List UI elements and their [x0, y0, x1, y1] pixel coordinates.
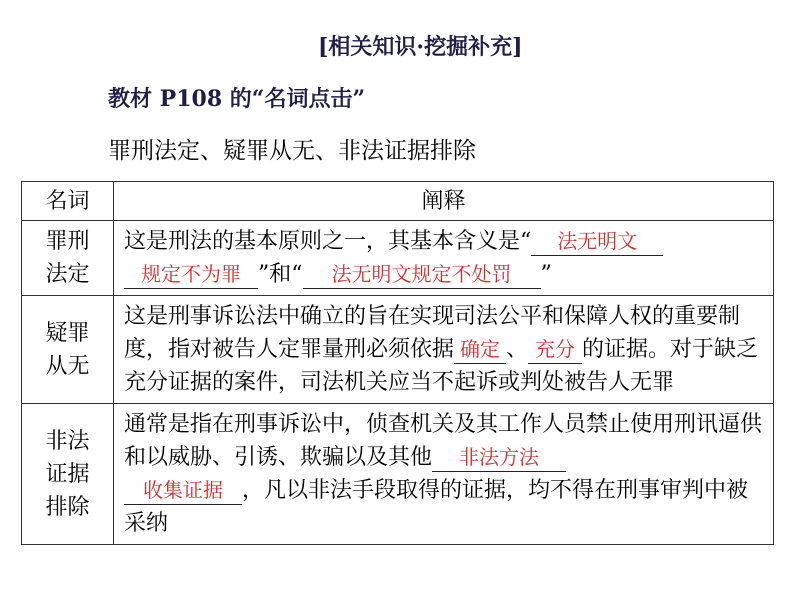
term-line: 罪刑: [45, 229, 90, 254]
answer-blank: 确定: [454, 335, 506, 364]
term-line: 证据: [45, 461, 90, 487]
answer-blank: 收集证据: [124, 476, 242, 505]
answer-blank: 法无明文规定不处罚: [303, 260, 541, 289]
explanation-text: 的证据。对于缺乏充分证据的案件，司法机关应当不起诉或判处被告人无罪: [124, 337, 759, 395]
explanation-cell: [114, 296, 774, 404]
term-line: 非法: [45, 428, 90, 454]
table-row: [22, 296, 774, 404]
subtitle: 教材 P108 的“名词点击”: [108, 86, 366, 112]
explanation-text: ”和“: [258, 262, 303, 287]
explanation-text: ，凡以非法手段取得的证据，均不得在刑事审判中被采纳: [124, 478, 749, 536]
answer-blank: 非法方法: [432, 443, 566, 472]
answer-blank: 规定不为罪: [124, 260, 258, 289]
term-line: 排除: [45, 494, 90, 520]
term-cell: [22, 296, 114, 404]
term-line: 从无: [45, 353, 90, 379]
header-explanation: 阐释: [114, 182, 774, 221]
glossary-table: [21, 181, 774, 545]
explanation-cell: [114, 404, 774, 545]
term-line: 法定: [45, 262, 90, 287]
explanation-text: 这是刑法的基本原则之一，其基本含义是“: [124, 229, 532, 254]
term-line: 疑罪: [45, 320, 90, 346]
section-title: [相关知识·挖掘补充]: [318, 34, 523, 60]
answer-blank: 充分: [528, 335, 582, 364]
answer-blank: 法无明文: [531, 227, 663, 256]
explanation-text: 这是刑事诉讼法中确立的旨在实现司法公平和保障人权的重要制度，指对被告人定罪量刑必须依据: [124, 304, 741, 362]
terms-line: 罪刑法定、疑罪从无、非法证据排除: [108, 138, 476, 164]
explanation-cell: [114, 221, 774, 296]
table-row: [22, 221, 774, 296]
table-header-row: [22, 182, 774, 221]
explanation-text: ”: [540, 262, 552, 287]
table-row: [22, 404, 774, 545]
term-cell: [22, 221, 114, 296]
explanation-text: 、: [506, 337, 529, 362]
explanation-text: 通常是指在刑事诉讼中，侦查机关及其工作人员禁止使用刑讯逼供和以威胁、引诱、欺骗以及其他: [124, 412, 763, 470]
term-cell: [22, 404, 114, 545]
header-term: 名词: [22, 182, 114, 221]
